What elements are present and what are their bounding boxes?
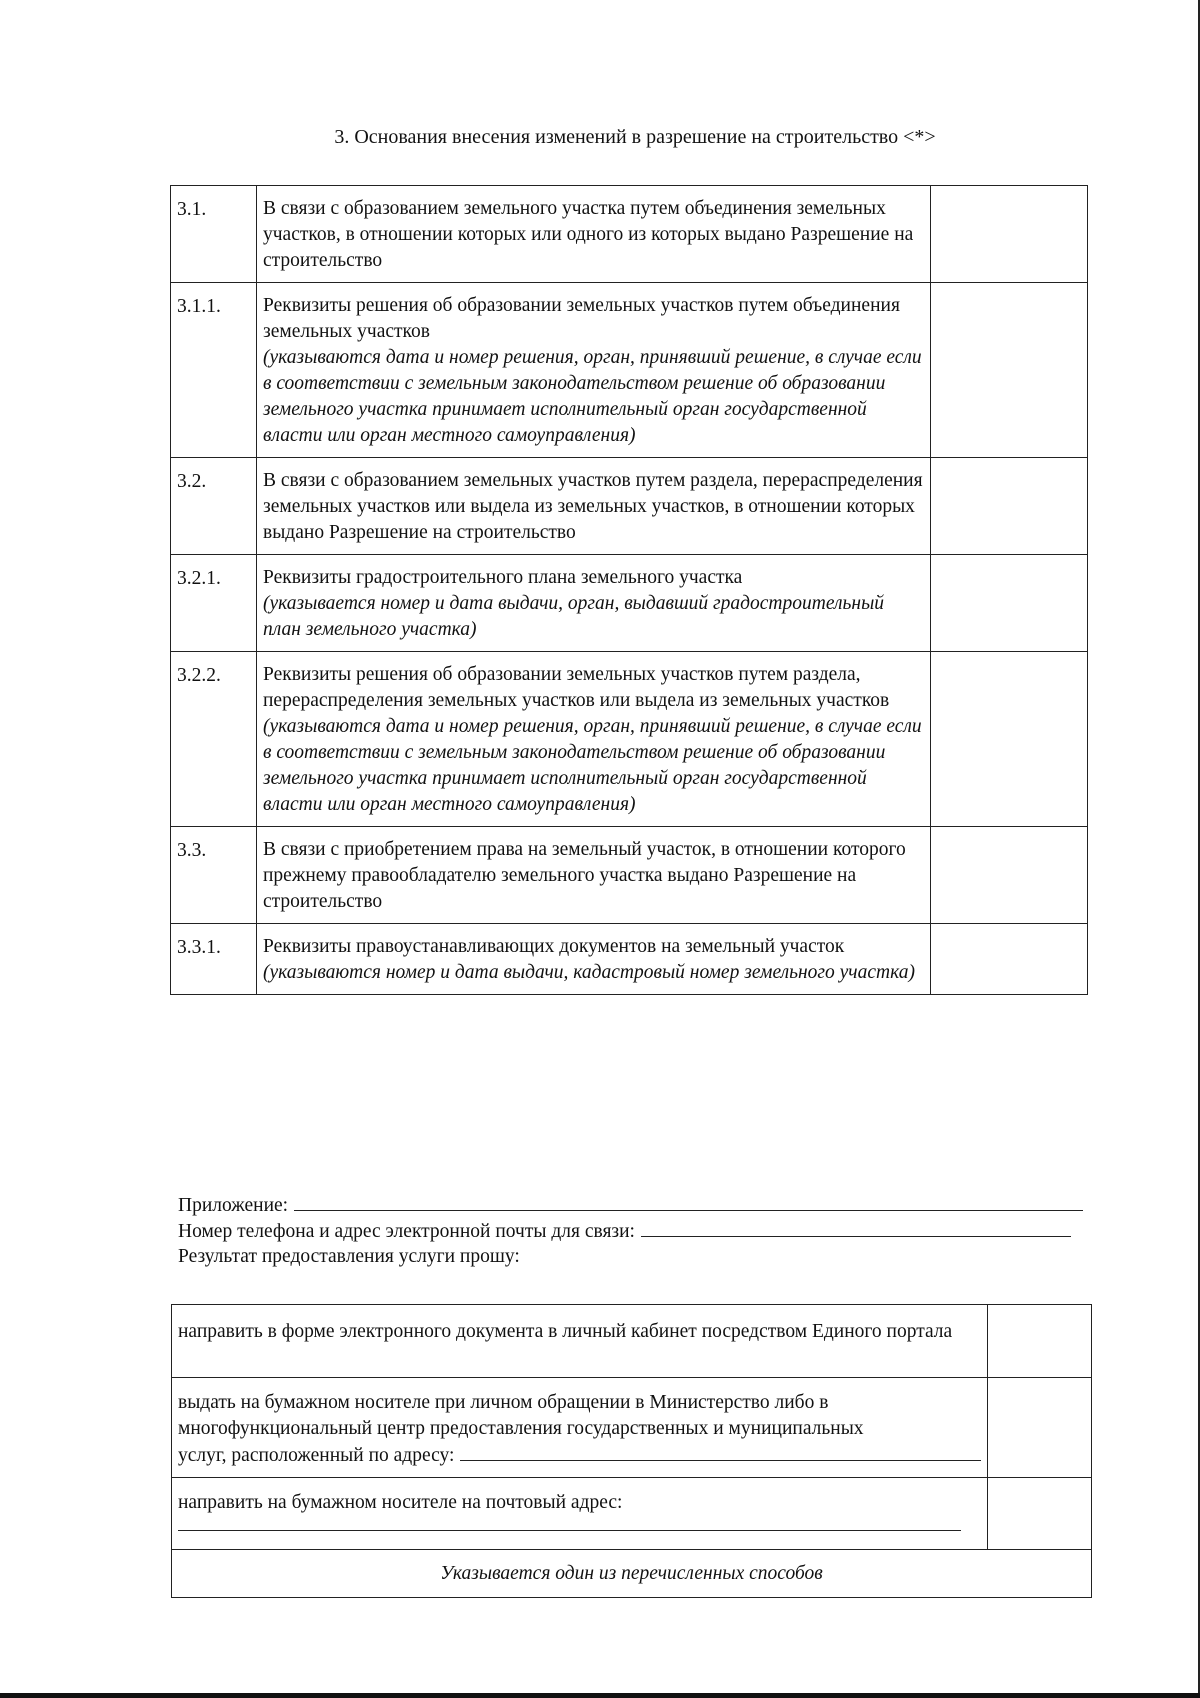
- grounds-row-text-cell: [257, 555, 931, 652]
- delivery-methods-table: [171, 1304, 1092, 1598]
- grounds-row-text: В связи с приобретением права на земельный участок, в отношении которого прежнему правообладателю земельного участка выдано Разрешение на строительство: [263, 839, 906, 912]
- method-paper-post-cell: [172, 1478, 988, 1550]
- grounds-row-text: Реквизиты правоустанавливающих документов на земельный участок: [263, 936, 845, 957]
- attachment-label: Приложение:: [178, 1195, 289, 1216]
- attachment-line: [178, 1192, 1083, 1218]
- grounds-row-text: Реквизиты градостроительного плана земельного участка: [263, 567, 743, 588]
- contact-line: [178, 1218, 1083, 1244]
- grounds-row: [171, 924, 1088, 995]
- method-row-paper-in-person: [172, 1378, 1092, 1478]
- grounds-row-text: В связи с образованием земельных участков путем раздела, перераспределения земельных участков или выдела из земельных участков, в отношении которых выдано Разрешение на строительство: [263, 470, 923, 543]
- grounds-row-note: (указываются дата и номер решения, орган, принявший решение, в случае если в соответствии с земельным законодательством решение об образовании земельного участка принимает исполнительный орган государственной власти или орган местного самоуправления): [263, 347, 922, 446]
- grounds-row-mark[interactable]: [931, 283, 1088, 458]
- grounds-row-mark[interactable]: [931, 458, 1088, 555]
- grounds-row-mark[interactable]: [931, 555, 1088, 652]
- grounds-table: [170, 185, 1088, 995]
- attachment-field[interactable]: [294, 1192, 1083, 1211]
- method-electronic-text: направить в форме электронного документа в личный кабинет посредством Единого портала: [172, 1305, 988, 1378]
- grounds-row-number: 3.3.: [171, 827, 257, 924]
- grounds-row-text: Реквизиты решения об образовании земельных участков путем объединения земельных участков: [263, 295, 900, 342]
- method-paper-in-person-address-line: [178, 1442, 981, 1469]
- grounds-row-mark[interactable]: [931, 924, 1088, 995]
- grounds-row: [171, 827, 1088, 924]
- grounds-row-number: 3.2.1.: [171, 555, 257, 652]
- contact-label: Номер телефона и адрес электронной почты для связи:: [178, 1221, 635, 1242]
- grounds-row: [171, 652, 1088, 827]
- grounds-row: [171, 186, 1088, 283]
- result-label: Результат предоставления услуги прошу:: [178, 1246, 520, 1267]
- grounds-row: [171, 283, 1088, 458]
- method-paper-post-checkbox[interactable]: [988, 1478, 1092, 1550]
- grounds-row-text-cell: [257, 186, 931, 283]
- grounds-row-mark[interactable]: [931, 652, 1088, 827]
- grounds-row-text-cell: [257, 827, 931, 924]
- scan-bottom-edge: [0, 1693, 1200, 1698]
- grounds-row-number: 3.2.: [171, 458, 257, 555]
- method-paper-in-person-tail: услуг, расположенный по адресу:: [178, 1445, 455, 1466]
- method-paper-in-person-checkbox[interactable]: [988, 1378, 1092, 1478]
- grounds-row-note: (указываются номер и дата выдачи, кадастровый номер земельного участка): [263, 962, 915, 983]
- method-row-footnote: [172, 1550, 1092, 1598]
- method-row-electronic: [172, 1305, 1092, 1378]
- grounds-row-text-cell: [257, 458, 931, 555]
- grounds-row-text: В связи с образованием земельного участка путем объединения земельных участков, в отношении которых или одного из которых выдано Разрешение на строительство: [263, 198, 914, 271]
- grounds-row-text: Реквизиты решения об образовании земельных участков путем раздела, перераспределения земельных участков или выдела из земельных участков: [263, 664, 890, 711]
- method-paper-post-text: направить на бумажном носителе на почтовый адрес:: [178, 1492, 623, 1513]
- grounds-row-number: 3.2.2.: [171, 652, 257, 827]
- grounds-row-mark[interactable]: [931, 827, 1088, 924]
- method-electronic-checkbox[interactable]: [988, 1305, 1092, 1378]
- method-footnote: Указывается один из перечисленных способов: [172, 1550, 1092, 1598]
- grounds-row-number: 3.1.: [171, 186, 257, 283]
- grounds-row-text-cell: [257, 652, 931, 827]
- grounds-row-number: 3.1.1.: [171, 283, 257, 458]
- grounds-row: [171, 458, 1088, 555]
- method-paper-in-person-text: выдать на бумажном носителе при личном обращении в Министерство либо в многофункциональный центр предоставления государственных и муниципальных: [178, 1392, 864, 1439]
- method-paper-post-address-field[interactable]: [178, 1516, 961, 1531]
- grounds-row-note: (указывается номер и дата выдачи, орган, выдавший градостроительный план земельного участка): [263, 593, 885, 640]
- grounds-row-number: 3.3.1.: [171, 924, 257, 995]
- method-paper-in-person-cell: [172, 1378, 988, 1478]
- method-paper-in-person-address-field[interactable]: [460, 1442, 981, 1461]
- applicant-fields: [178, 1192, 1083, 1270]
- grounds-row-note: (указываются дата и номер решения, орган, принявший решение, в случае если в соответствии с земельным законодательством решение об образовании земельного участка принимает исполнительный орган государственной власти или орган местного самоуправления): [263, 716, 922, 815]
- grounds-row: [171, 555, 1088, 652]
- section-title: 3. Основания внесения изменений в разрешение на строительство <*>: [334, 126, 936, 148]
- grounds-row-text-cell: [257, 924, 931, 995]
- method-row-paper-post: [172, 1478, 1092, 1550]
- contact-field[interactable]: [641, 1218, 1071, 1237]
- result-line: [178, 1244, 1083, 1270]
- grounds-row-text-cell: [257, 283, 931, 458]
- grounds-row-mark[interactable]: [931, 186, 1088, 283]
